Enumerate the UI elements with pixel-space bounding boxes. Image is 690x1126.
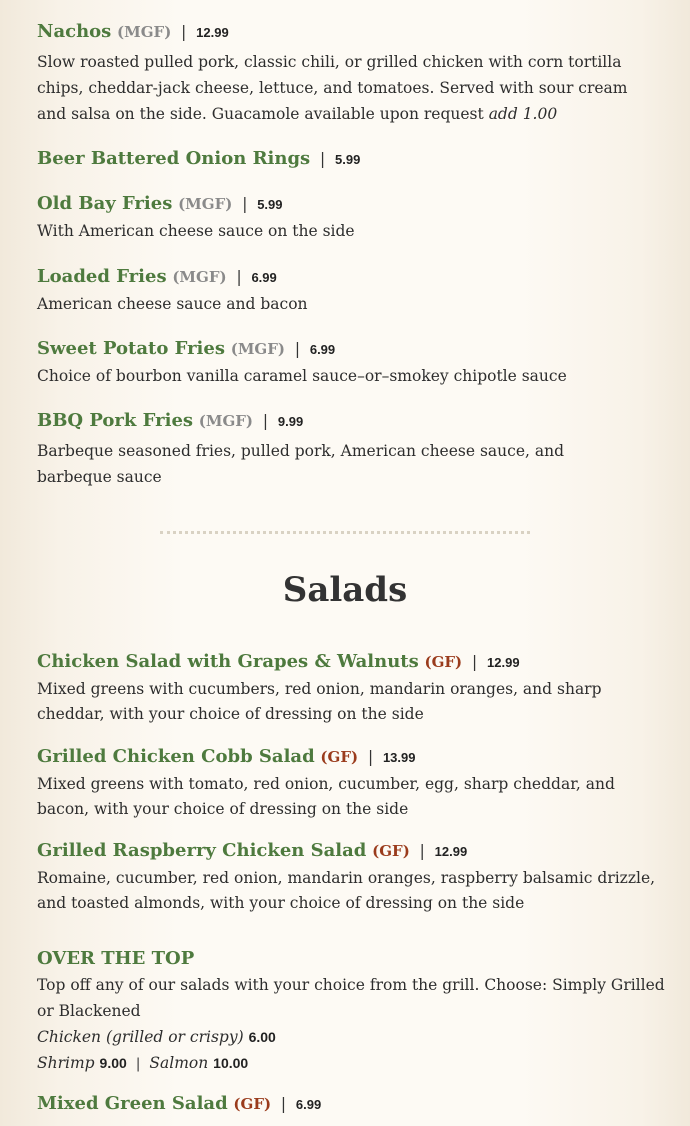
- item-name: Grilled Raspberry Chicken Salad: [37, 840, 367, 861]
- mgf-tag: (MGF): [172, 268, 227, 286]
- separator: |: [419, 841, 425, 860]
- addon-price: 9.00: [99, 1055, 127, 1071]
- item-price: 6.99: [295, 1097, 322, 1112]
- item-description: [37, 49, 657, 127]
- description-text: Slow roasted pulled pork, classic chili, or grilled chicken with corn tortilla chips, cheddar-jack cheese, lettuce, and tomatoes. Served with sour cream and salsa on the side. Guacamole available upon request: [37, 53, 628, 123]
- menu-item-old-bay-fries: [37, 192, 667, 244]
- menu-item-nachos: [37, 20, 667, 127]
- item-price: 6.99: [309, 342, 336, 357]
- item-description: American cheese sauce and bacon: [37, 295, 308, 313]
- separator: |: [236, 267, 242, 286]
- menu-item-header: [37, 650, 667, 675]
- menu-item-bbq-pork-fries: [37, 409, 667, 490]
- menu-item-header: [37, 745, 667, 770]
- mgf-tag: (MGF): [230, 340, 285, 358]
- item-name: Old Bay Fries: [37, 193, 173, 214]
- item-price: 6.99: [251, 270, 277, 285]
- item-description: Mixed greens with tomato, red onion, cucumber, egg, sharp cheddar, and bacon, with your choice of dressing on the side: [37, 775, 615, 818]
- item-name: Chicken Salad with Grapes & Walnuts: [37, 651, 419, 672]
- menu-item-header: [37, 147, 667, 172]
- item-name: Grilled Chicken Cobb Salad: [37, 746, 315, 767]
- mgf-tag: (MGF): [178, 195, 233, 213]
- separator: |: [367, 747, 374, 766]
- item-description: With American cheese sauce on the side: [37, 222, 355, 240]
- menu-item-sweet-potato-fries: [37, 337, 667, 389]
- mgf-tag: (MGF): [117, 23, 172, 41]
- addon-price: add 1.00: [488, 105, 558, 123]
- menu-item-header: [37, 20, 667, 45]
- menu-item-mixed-green-salad: [37, 1092, 667, 1117]
- menu-item-header: [37, 265, 667, 290]
- addon-seafood: [37, 1050, 667, 1077]
- menu-item-header: [37, 409, 667, 434]
- item-price: 12.99: [434, 844, 468, 859]
- addon-label: Shrimp: [37, 1054, 95, 1072]
- item-description: Choice of bourbon vanilla caramel sauce–or–smokey chipotle sauce: [37, 367, 567, 385]
- menu-item-loaded-fries: [37, 265, 667, 317]
- section-divider: [160, 531, 530, 534]
- separator: |: [242, 194, 248, 213]
- separator: |: [181, 22, 187, 41]
- separator: |: [262, 411, 269, 430]
- addon-price: 10.00: [213, 1055, 249, 1071]
- item-price: 13.99: [382, 750, 416, 765]
- menu-item-header: [37, 192, 667, 217]
- gf-tag: (GF): [424, 653, 463, 671]
- separator: |: [294, 339, 301, 358]
- item-price: 12.99: [487, 655, 520, 670]
- addon-price: 6.00: [248, 1029, 276, 1045]
- item-price: 12.99: [196, 25, 229, 40]
- item-description: Barbeque seasoned fries, pulled pork, American cheese sauce, and barbeque sauce: [37, 442, 564, 486]
- over-the-top-description: Top off any of our salads with your choice from the grill. Choose: Simply Grilled or Blackened: [37, 976, 665, 1020]
- over-the-top-section: [37, 947, 667, 1077]
- item-description: Romaine, cucumber, red onion, mandarin oranges, raspberry balsamic drizzle, and toasted almonds, with your choice of dressing on the side: [37, 869, 656, 912]
- gf-tag: (GF): [233, 1095, 272, 1113]
- item-name: Nachos: [37, 21, 112, 42]
- addon-label: Chicken (grilled or crispy): [37, 1028, 244, 1046]
- separator: |: [319, 149, 326, 168]
- item-price: 5.99: [257, 197, 283, 212]
- menu-item-header: [37, 337, 667, 362]
- over-the-top-title: OVER THE TOP: [37, 948, 195, 969]
- menu-item-onion-rings: [37, 147, 667, 172]
- separator: |: [471, 652, 478, 671]
- addon-label: Salmon: [149, 1054, 209, 1072]
- item-price: 9.99: [277, 414, 304, 429]
- menu-item-header: [37, 839, 667, 864]
- gf-tag: (GF): [320, 748, 359, 766]
- separator: |: [280, 1094, 287, 1113]
- item-name: Sweet Potato Fries: [37, 338, 225, 359]
- menu-item-header: [37, 1092, 667, 1117]
- item-name: Loaded Fries: [37, 266, 167, 287]
- menu-item-raspberry-salad: [37, 839, 667, 916]
- gf-tag: (GF): [372, 842, 410, 860]
- menu-item-cobb-salad: [37, 745, 667, 822]
- item-description: Mixed greens with cucumbers, red onion, mandarin oranges, and sharp cheddar, with your choice of dressing on the side: [37, 680, 602, 723]
- item-price: 5.99: [335, 152, 361, 167]
- item-name: Beer Battered Onion Rings: [37, 148, 311, 169]
- item-name: Mixed Green Salad: [37, 1093, 228, 1114]
- section-title-salads: Salads: [282, 570, 408, 610]
- separator: |: [135, 1056, 141, 1072]
- addon-chicken: [37, 1024, 667, 1050]
- mgf-tag: (MGF): [198, 412, 254, 430]
- menu-item-chicken-salad: [37, 650, 667, 727]
- item-name: BBQ Pork Fries: [37, 410, 194, 431]
